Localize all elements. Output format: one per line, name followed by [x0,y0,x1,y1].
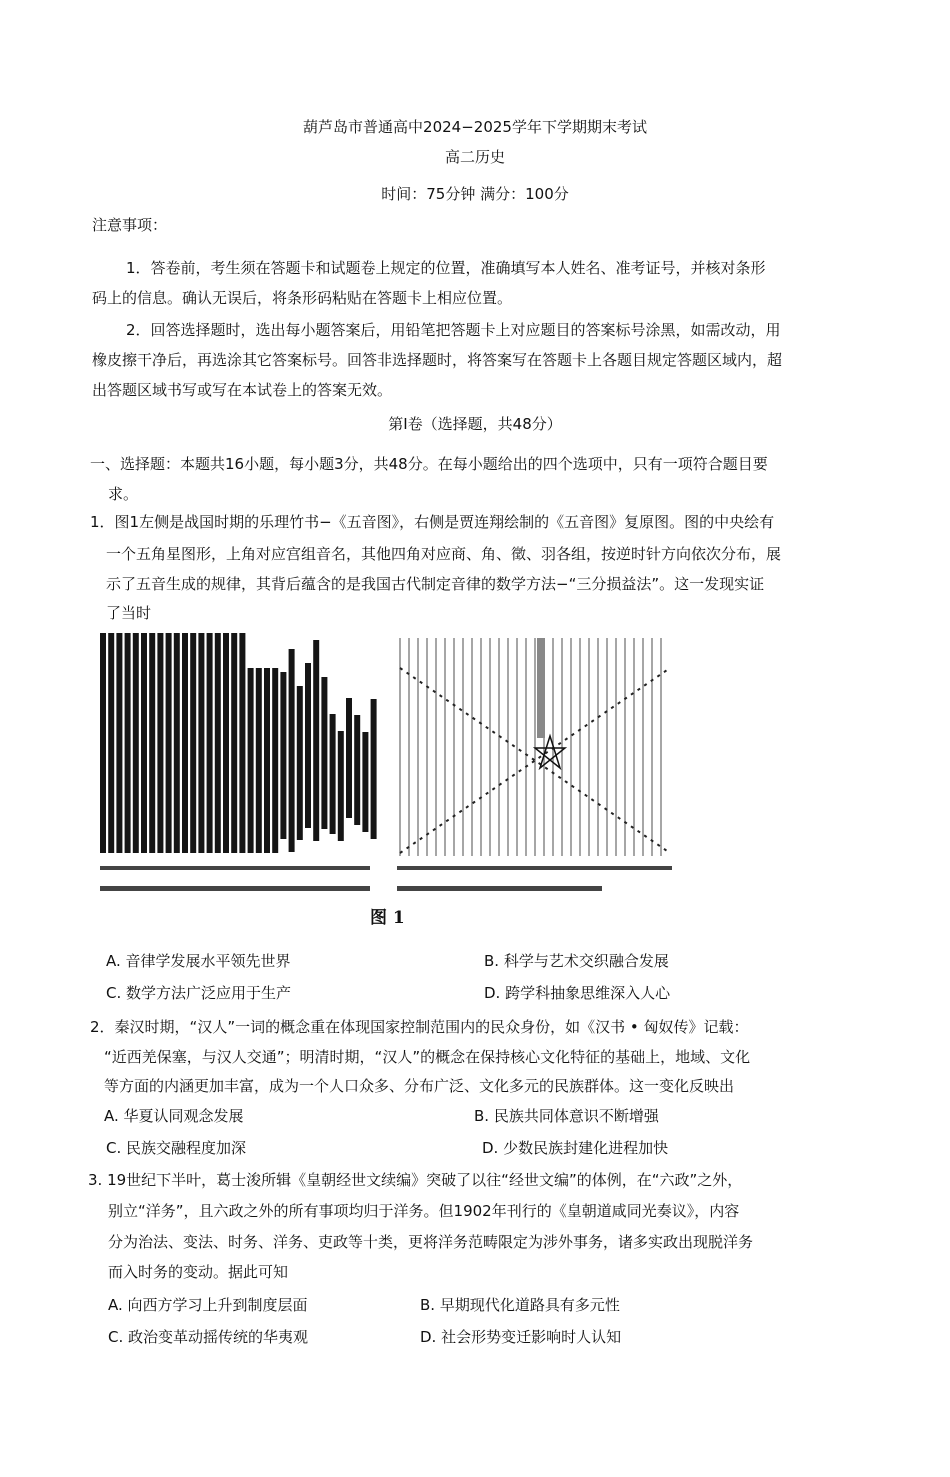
option-b[interactable]: B. 早期现代化道路具有多元性 [420,1296,620,1314]
bamboo-slip [338,731,344,841]
bamboo-slip [223,633,229,853]
bamboo-slip [239,633,245,853]
section-intro: 一、选择题：本题共16小题，每小题3分，共48分。在每小题给出的四个选项中，只有一项符合题目要 [90,455,768,473]
question-stem: “近西羌保塞，与汉人交通”；明清时期，“汉人”的概念在保持核心文化特征的基础上，地域、文化 [104,1048,751,1066]
bamboo-slip [313,640,319,841]
question-stem: 1．图1左侧是战国时期的乐理竹书−《五音图》，右侧是贾连翔绘制的《五音图》复原图。图的中央绘有 [90,513,775,531]
notice-line: 出答题区域书写或写在本试卷上的答案无效。 [92,381,393,399]
option-b[interactable]: B. 科学与艺术交织融合发展 [484,952,669,970]
slip-label-row [397,866,672,870]
question-stem: 了当时 [106,604,152,622]
question-stem: 一个五角星图形，上角对应宫组音名，其他四角对应商、角、徵、羽各组，按逆时针方向依次分布，展 [106,545,782,563]
bamboo-slip [141,633,147,853]
bamboo-slip [321,677,327,829]
bamboo-slip [174,633,180,853]
bamboo-slip [133,633,139,853]
bamboo-slip [297,686,303,840]
question-stem: 2．秦汉时期，“汉人”一词的概念重在体现国家控制范围内的民众身份，如《汉书 • 匈奴传》记载： [90,1018,749,1036]
bamboo-slip [280,672,286,839]
exam-subject: 高二历史 [444,148,505,166]
bamboo-slip [362,732,368,832]
option-c[interactable]: C. 数学方法广泛应用于生产 [106,984,292,1002]
question-stem: 示了五音生成的规律，其背后蕴含的是我国古代制定音律的数学方法−“三分损益法”。这一发现实证 [106,575,765,593]
option-c[interactable]: C. 政治变革动摇传统的华夷观 [108,1328,309,1346]
figure-caption: 图 1 [370,908,405,928]
question-stem: 而入时务的变动。据此可知 [108,1263,289,1281]
option-a[interactable]: A. 向西方学习上升到制度层面 [108,1296,308,1314]
exam-meta: 时间：75分钟 满分：100分 [381,185,569,203]
question-stem: 3. 19世纪下半叶，葛士浚所辑《皇朝经世文续编》突破了以往“经世文编”的体例，在“六政”之外， [88,1171,743,1189]
bamboo-slip [149,633,155,853]
notice-line: 橡皮擦干净后，再选涂其它答案标号。回答非选择题时，将答案写在答题卡上各题目规定答题区域内，超 [92,351,783,369]
option-d[interactable]: D. 少数民族封建化进程加快 [482,1139,669,1157]
bamboo-slip [231,633,237,853]
bamboo-slip [305,663,311,828]
notice-line: 2．回答选择题时，选出每小题答案后，用铅笔把答题卡上对应题目的答案标号涂黑，如需改动，用 [126,321,781,339]
bamboo-slip [166,633,172,853]
bamboo-slip [256,668,262,853]
option-a[interactable]: A. 华夏认同观念发展 [104,1107,244,1125]
option-d[interactable]: D. 社会形势变迁影响时人认知 [420,1328,622,1346]
slip-label-row [100,886,370,891]
bamboo-slip [207,633,213,853]
option-d[interactable]: D. 跨学科抽象思维深入人心 [484,984,671,1002]
bamboo-slip [116,633,122,853]
question-stem: 分为治法、变法、时务、洋务、吏政等十类，更将洋务范畴限定为涉外事务，诸多实政出现脱洋务 [108,1233,754,1251]
notice-line: 1．答卷前，考生须在答题卡和试题卷上规定的位置，准确填写本人姓名、准考证号，并核对条形 [126,259,766,277]
top-slip [537,638,545,738]
bamboo-slip [108,633,114,853]
option-a[interactable]: A. 音律学发展水平领先世界 [106,952,291,970]
bamboo-slip [289,649,295,852]
bamboo-slip [215,633,221,853]
bamboo-slip [190,633,196,853]
bamboo-slip [248,668,254,853]
question-stem: 别立“洋务”，且六政之外的所有事项均归于洋务。但1902年刊行的《皇朝道咸同光奏议》，内容 [108,1202,740,1220]
question-stem: 等方面的内涵更加丰富，成为一个人口众多、分布广泛、文化多元的民族群体。这一变化反映出 [104,1077,735,1095]
bamboo-slip [346,698,352,818]
notice-heading: 注意事项： [92,216,168,234]
section-intro: 求。 [108,485,139,503]
slip-label-row [100,866,370,870]
section-title: 第Ⅰ卷（选择题，共48分） [388,415,562,433]
slip-label-row [397,886,602,891]
bamboo-slip [330,714,336,834]
bamboo-slip [125,633,131,853]
bamboo-slip [157,633,163,853]
bamboo-slip [354,715,360,825]
option-b[interactable]: B. 民族共同体意识不断增强 [474,1107,659,1125]
bamboo-slip [371,699,377,839]
bamboo-slip [272,668,278,853]
bamboo-slip [264,668,270,853]
bamboo-slip [198,633,204,853]
figure-wuyin-tu [95,628,685,908]
bamboo-slip [100,633,106,853]
notice-line: 码上的信息。确认无误后，将条形码粘贴在答题卡上相应位置。 [92,289,513,307]
bamboo-slip [182,633,188,853]
option-c[interactable]: C. 民族交融程度加深 [106,1139,247,1157]
exam-title: 葫芦岛市普通高中2024−2025学年下学期期末考试 [303,118,647,136]
